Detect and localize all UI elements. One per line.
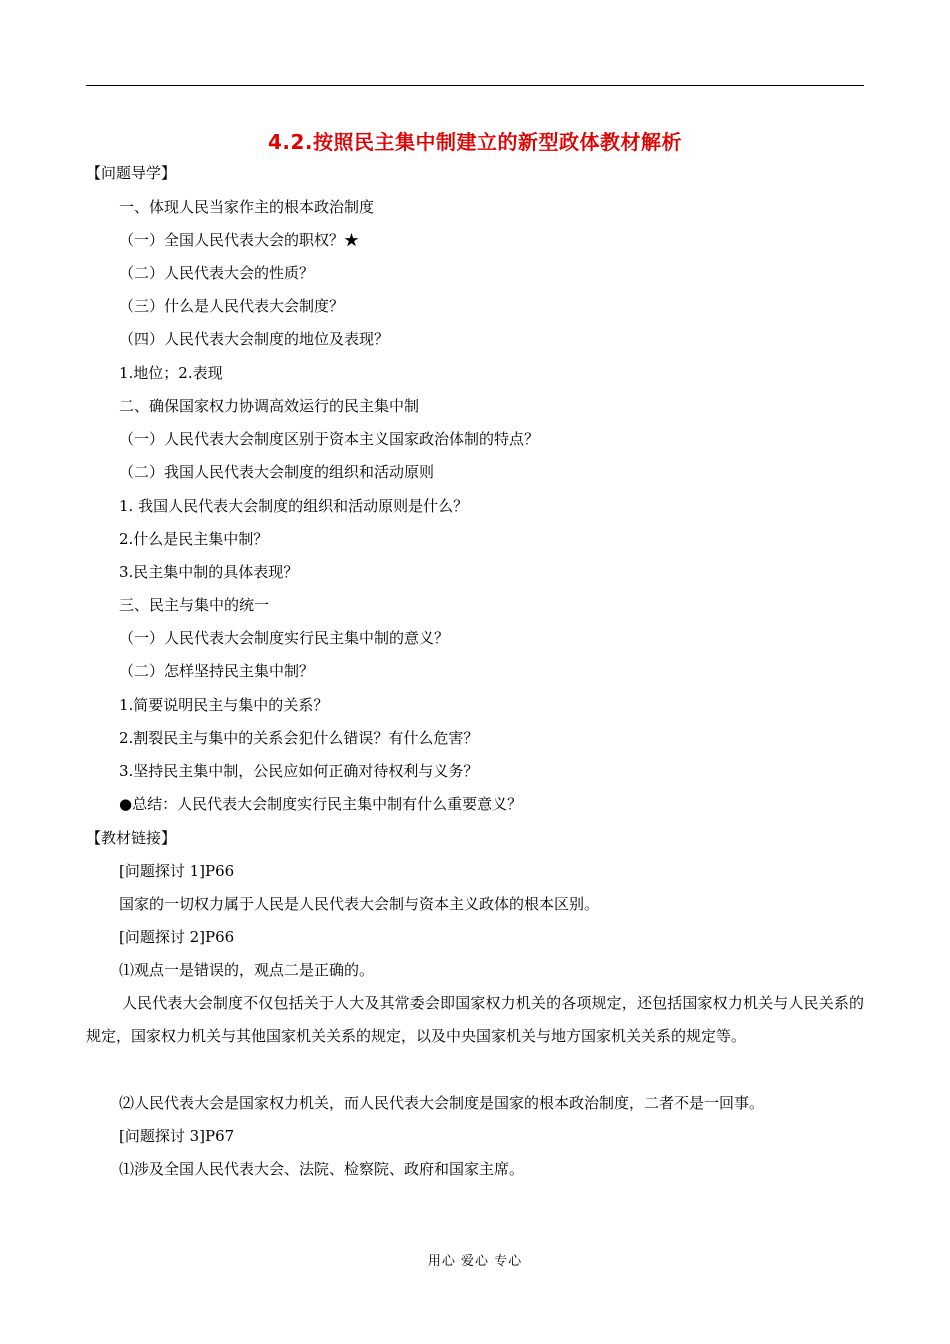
- guide-item: 2.什么是民主集中制？: [119, 530, 269, 548]
- guide-item: （一）人民代表大会制度区别于资本主义国家政治体制的特点？: [119, 430, 540, 448]
- guide-item: 3.坚持民主集中制，公民应如何正确对待权利与义务？: [119, 762, 479, 780]
- link-item: ⑵人民代表大会是国家权力机关，而人民代表大会制度是国家的根本政治制度，二者不是一回事。: [119, 1094, 765, 1112]
- section-heading-link: 【教材链接】: [86, 829, 177, 847]
- guide-item: （一）人民代表大会制度实行民主集中制的意义？: [119, 629, 450, 647]
- link-item: ⑴涉及全国人民代表大会、法院、检察院、政府和国家主席。: [119, 1160, 525, 1178]
- link-item: [问题探讨 3]P67: [119, 1127, 235, 1145]
- guide-item: 一、体现人民当家作主的根本政治制度: [119, 198, 375, 216]
- guide-item: 二、确保国家权力协调高效运行的民主集中制: [119, 397, 420, 415]
- header-rule: [86, 85, 864, 86]
- page-title: 4.2.按照民主集中制建立的新型政体教材解析: [267, 130, 683, 154]
- guide-item: （四）人民代表大会制度的地位及表现？: [119, 330, 390, 348]
- guide-item: 三、民主与集中的统一: [119, 596, 270, 614]
- page-footer: 用心 爱心 专心: [427, 1254, 523, 1269]
- guide-item: （二）人民代表大会的性质？: [119, 264, 315, 282]
- link-item: [问题探讨 1]P66: [119, 862, 235, 880]
- guide-item: 3.民主集中制的具体表现？: [119, 563, 299, 581]
- section-heading-guide: 【问题导学】: [86, 164, 177, 182]
- guide-item: 1. 我国人民代表大会制度的组织和活动原则是什么？: [119, 497, 469, 515]
- link-item: 国家的一切权力属于人民是人民代表大会制与资本主义政体的根本区别。: [119, 895, 600, 913]
- summary-item: ●总结：人民代表大会制度实行民主集中制有什么重要意义？: [119, 795, 523, 813]
- guide-item: （二）怎样坚持民主集中制？: [119, 662, 315, 680]
- link-item: [问题探讨 2]P66: [119, 928, 235, 946]
- guide-item: （三）什么是人民代表大会制度？: [119, 297, 345, 315]
- guide-item: （二）我国人民代表大会制度的组织和活动原则: [119, 463, 435, 481]
- guide-item: 1.地位；2.表现: [119, 364, 223, 382]
- guide-item: 1.简要说明民主与集中的关系？: [119, 696, 329, 714]
- guide-item: 2.割裂民主与集中的关系会犯什么错误？有什么危害？: [119, 729, 479, 747]
- link-item: ⑴观点一是错误的，观点二是正确的。: [119, 961, 375, 979]
- body-paragraph: 人民代表大会制度不仅包括关于人大及其常委会即国家权力机关的各项规定，还包括国家权力机关与人民关系的规定，国家权力机关与其他国家机关关系的规定，以及中央国家机关与地方国家机关关系的规定等。: [86, 994, 864, 1045]
- guide-item: （一）全国人民代表大会的职权？★: [119, 231, 360, 249]
